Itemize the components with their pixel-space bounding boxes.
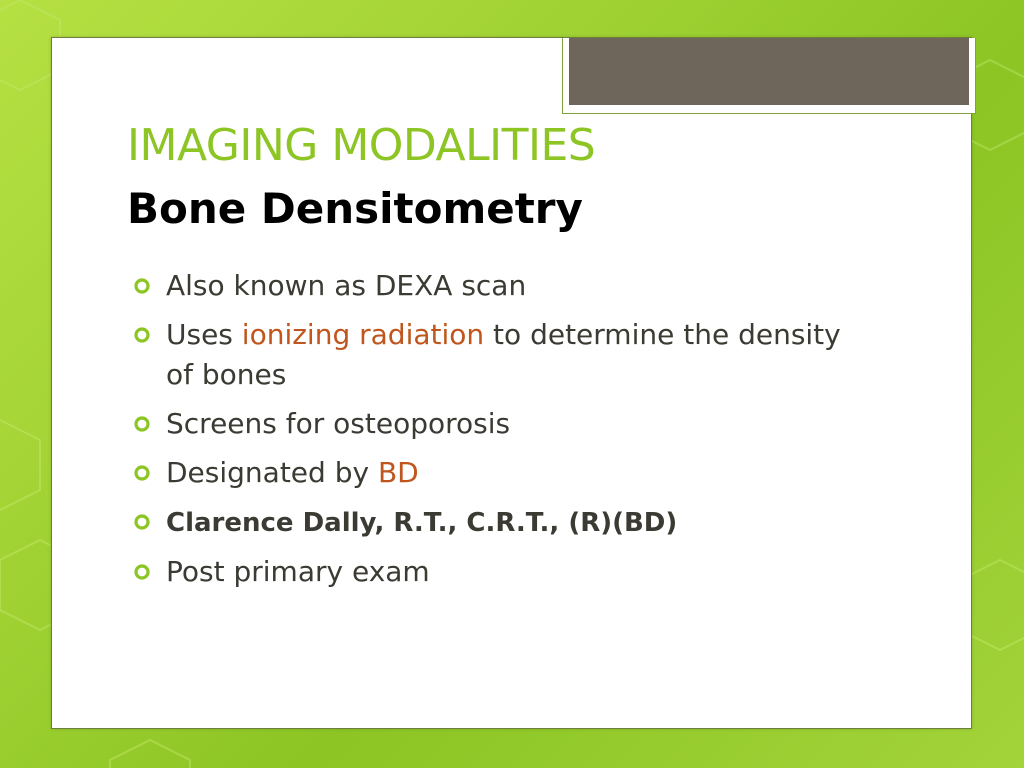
bullet-item <box>134 266 854 306</box>
title-tab-fill <box>569 38 969 105</box>
title-tab-decoration <box>562 38 976 114</box>
bullet-highlight: BD <box>377 456 419 489</box>
diamond-bullet-icon <box>134 278 150 294</box>
bullet-text: Post primary exam <box>166 555 430 588</box>
bullet-text: Also known as DEXA scan <box>166 269 527 302</box>
slide-title: IMAGING MODALITIES <box>127 120 596 171</box>
bullet-item <box>134 502 854 543</box>
bullet-item <box>134 552 854 592</box>
slide-subtitle: Bone Densitometry <box>127 184 583 233</box>
bullet-text: Screens for osteoporosis <box>166 407 511 440</box>
bullet-text-post: to determine the density of bones <box>166 318 841 391</box>
bullet-text-bold: Clarence Dally, R.T., C.R.T., (R)(BD) <box>166 508 678 538</box>
bullet-text-pre: Uses <box>166 318 242 351</box>
diamond-bullet-icon <box>134 465 150 481</box>
diamond-bullet-icon <box>134 514 150 530</box>
bullet-list <box>134 266 854 601</box>
bullet-text-pre: Designated by <box>166 456 378 489</box>
diamond-bullet-icon <box>134 327 150 343</box>
bullet-item <box>134 453 854 493</box>
bullet-item <box>134 315 854 395</box>
diamond-bullet-icon <box>134 564 150 580</box>
bullet-item <box>134 404 854 444</box>
bullet-highlight: ionizing radiation <box>241 318 485 351</box>
diamond-bullet-icon <box>134 416 150 432</box>
